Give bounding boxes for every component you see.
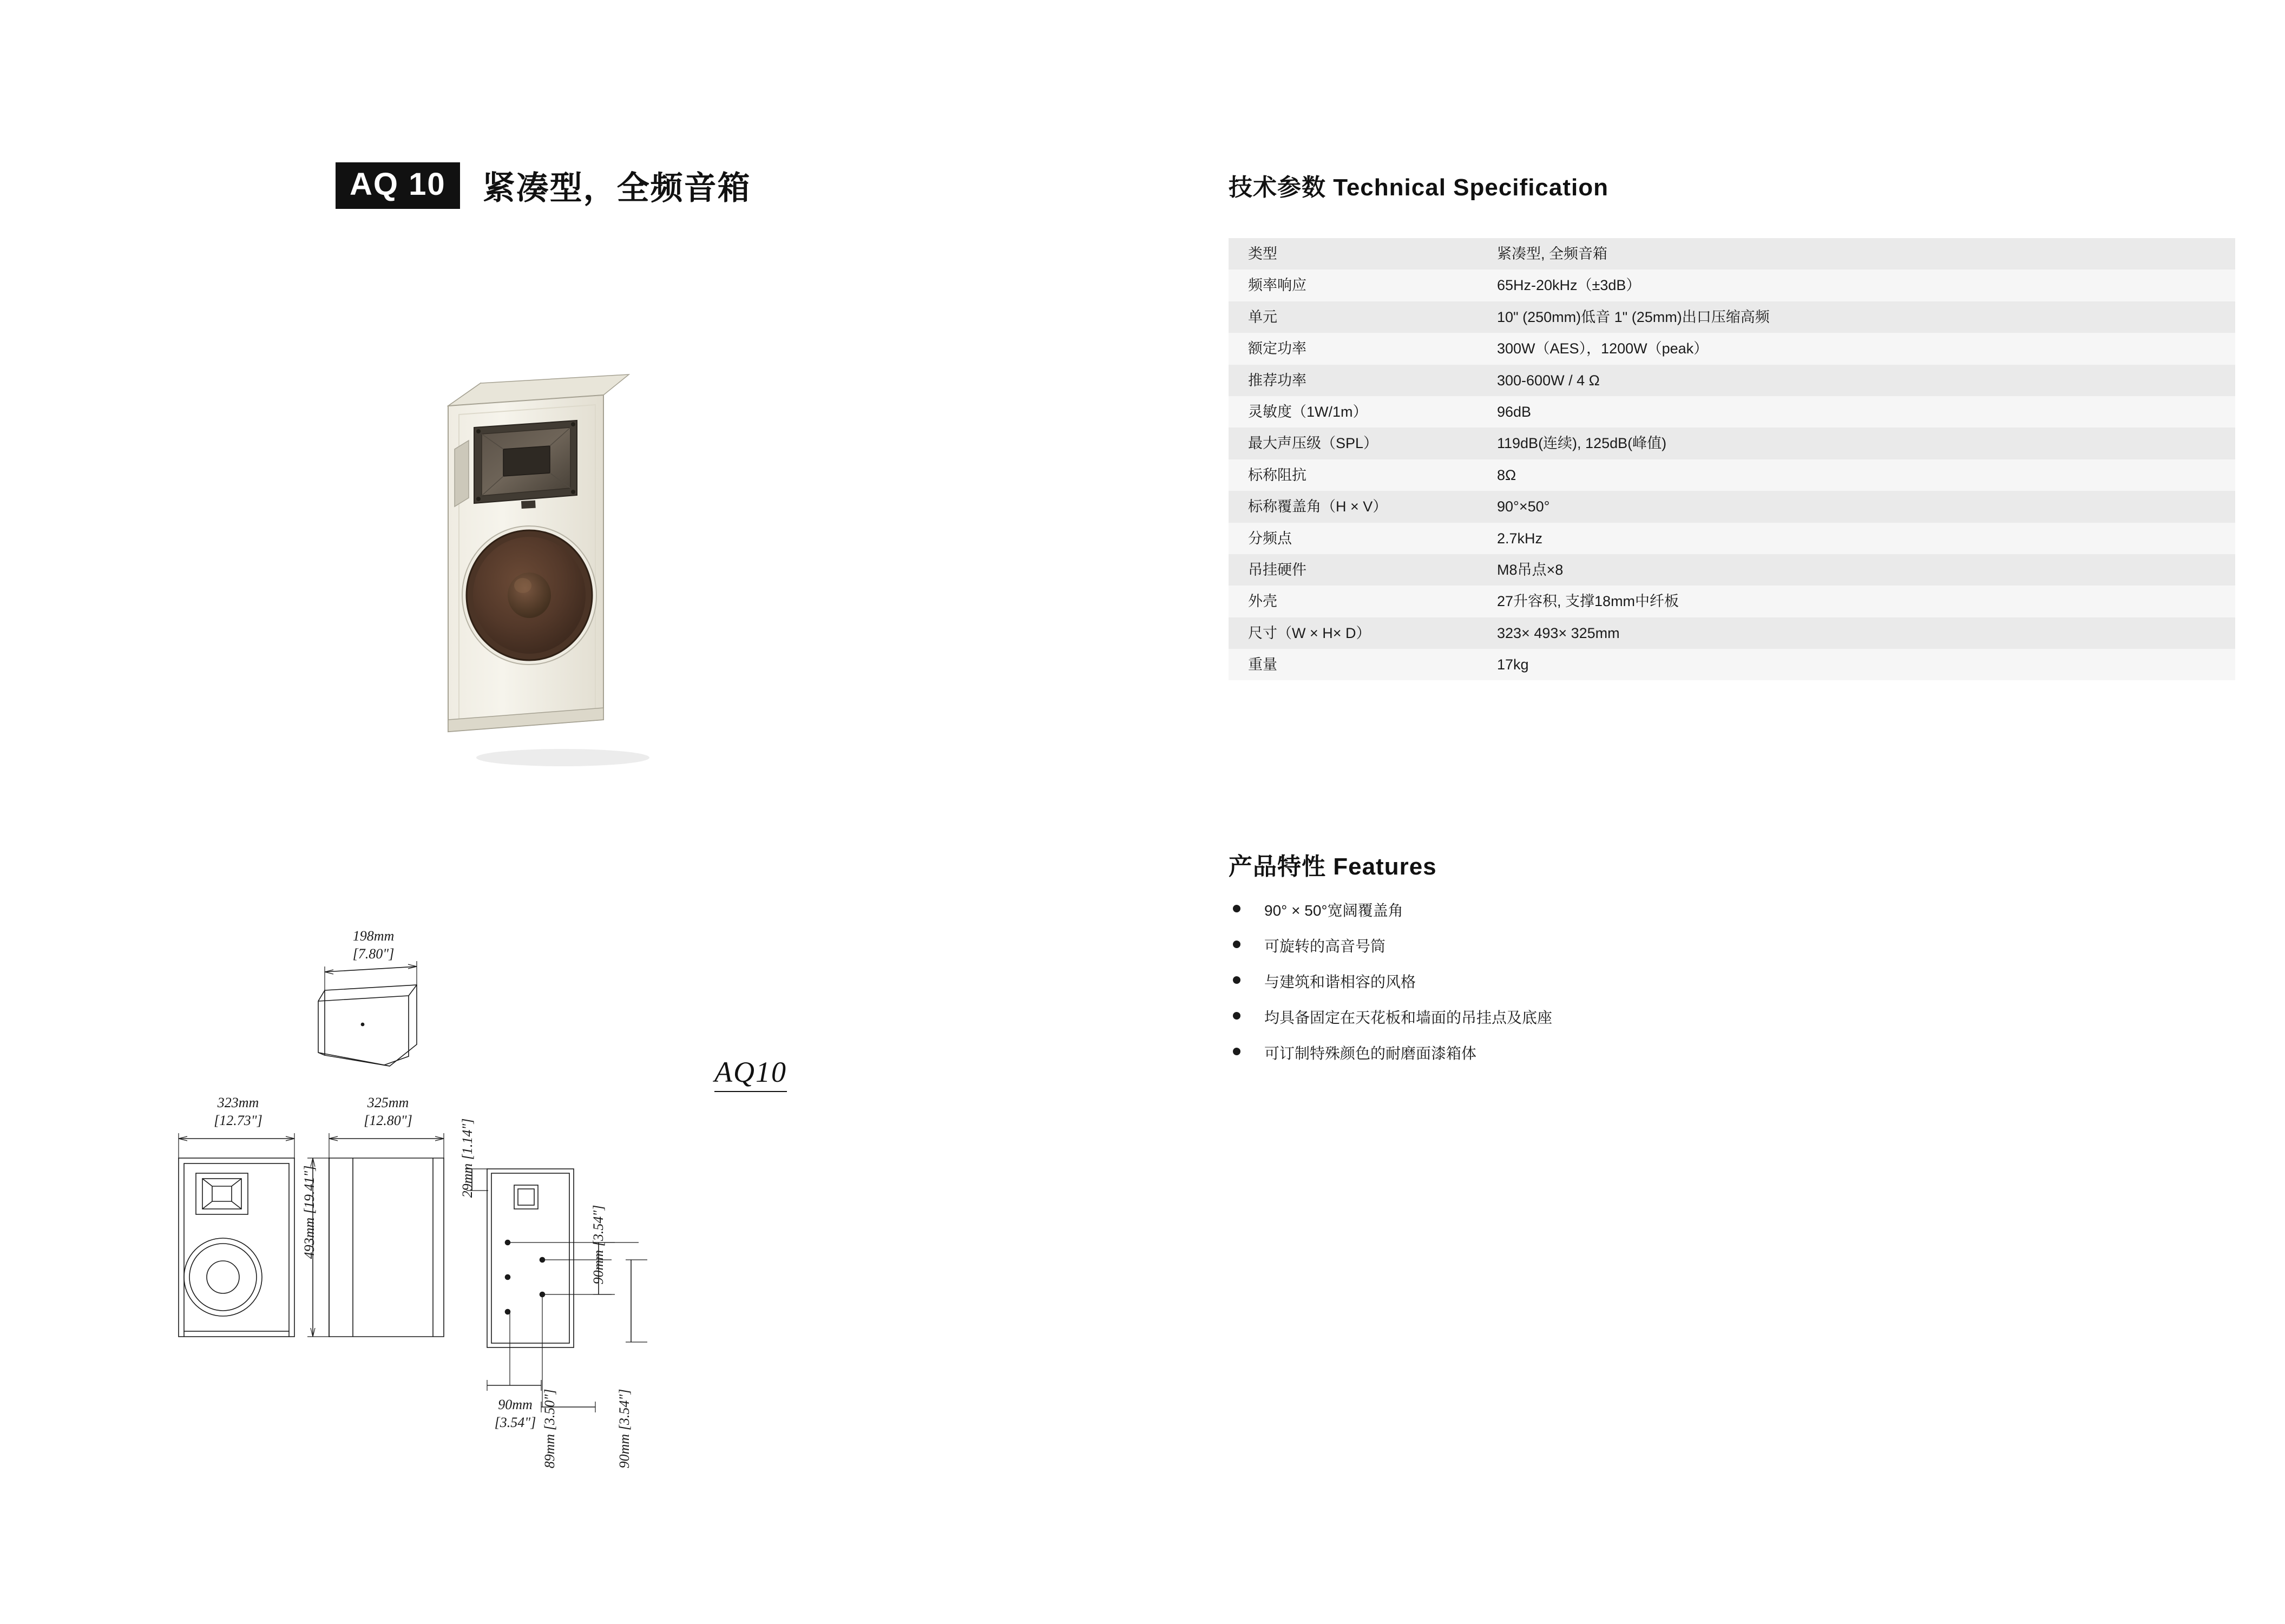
dim-rear-bottom-right: 90mm [3.54"] <box>616 1389 632 1469</box>
dim-front-width: 323mm [12.73"] <box>214 1095 262 1128</box>
feature-text: 90° × 50°宽阔覆盖角 <box>1264 902 1403 919</box>
side-view-drawing <box>307 1133 444 1337</box>
spec-value: 2.7kHz <box>1475 523 2235 554</box>
bullet-icon <box>1233 1012 1240 1020</box>
spec-value: 紧凑型, 全频音箱 <box>1475 238 2235 269</box>
spec-key: 类型 <box>1229 238 1475 269</box>
front-view-drawing <box>179 1133 294 1337</box>
spec-key: 额定功率 <box>1229 333 1475 364</box>
table-row <box>1229 617 2235 649</box>
list-item <box>1229 1008 2040 1027</box>
spec-key: 灵敏度（1W/1m） <box>1229 396 1475 428</box>
spec-value: 27升容积, 支撑18mm中纤板 <box>1475 586 2235 617</box>
dim-rear-bottom-mid: 89mm [3.50"] <box>542 1389 557 1469</box>
spec-key: 标称阻抗 <box>1229 459 1475 491</box>
dim-rear-right-upper: 90mm [3.54"] <box>590 1205 606 1285</box>
spec-key: 吊挂硬件 <box>1229 554 1475 586</box>
spec-key: 推荐功率 <box>1229 365 1475 396</box>
spec-key: 重量 <box>1229 649 1475 680</box>
feature-text: 与建筑和谐相容的风格 <box>1264 974 1416 990</box>
spec-value: 8Ω <box>1475 459 2235 491</box>
dim-top-width: 198mm [7.80"] <box>352 928 395 962</box>
table-row <box>1229 396 2235 428</box>
table-row <box>1229 365 2235 396</box>
speaker-product-photo <box>417 341 709 779</box>
spec-value: 300-600W / 4 Ω <box>1475 365 2235 396</box>
features-section-heading: 产品特性 Features <box>1229 853 1437 880</box>
dim-rear-bottom-left: 90mm [3.54"] <box>494 1397 536 1430</box>
table-row <box>1229 333 2235 364</box>
technical-drawings <box>162 920 1050 1542</box>
spec-value: M8吊点×8 <box>1475 554 2235 586</box>
table-row <box>1229 649 2235 680</box>
features-list <box>1229 901 2040 1080</box>
right-column <box>1212 0 2285 1624</box>
list-item <box>1229 972 2040 991</box>
spec-key: 最大声压级（SPL） <box>1229 428 1475 459</box>
spec-value: 90°×50° <box>1475 491 2235 522</box>
feature-text: 可旋转的高音号筒 <box>1264 938 1386 955</box>
spec-value: 10" (250mm)低音 1" (25mm)出口压缩高频 <box>1475 301 2235 333</box>
spec-key: 分频点 <box>1229 523 1475 554</box>
table-row <box>1229 301 2235 333</box>
spec-key: 外壳 <box>1229 586 1475 617</box>
bullet-icon <box>1233 976 1240 984</box>
bullet-icon <box>1233 905 1240 912</box>
table-row <box>1229 269 2235 301</box>
table-row <box>1229 459 2235 491</box>
dim-side-depth: 325mm [12.80"] <box>364 1095 412 1128</box>
drawing-model-label: AQ10 <box>714 1055 787 1092</box>
model-badge: AQ 10 <box>336 162 460 209</box>
table-row <box>1229 586 2235 617</box>
table-row <box>1229 523 2235 554</box>
top-view-drawing <box>318 961 417 1066</box>
table-row <box>1229 554 2235 586</box>
spec-value: 119dB(连续), 125dB(峰值) <box>1475 428 2235 459</box>
bullet-icon <box>1233 1048 1240 1055</box>
list-item <box>1229 901 2040 920</box>
list-item <box>1229 1044 2040 1063</box>
table-row <box>1229 238 2235 269</box>
table-row <box>1229 491 2235 522</box>
page-title: 紧凑型，全频音箱 <box>482 170 751 206</box>
spec-value: 96dB <box>1475 396 2235 428</box>
bullet-icon <box>1233 941 1240 948</box>
spec-section-heading: 技术参数 Technical Specification <box>1229 174 1608 201</box>
product-title-row <box>336 162 751 209</box>
spec-key: 尺寸（W × H× D） <box>1229 617 1475 649</box>
spec-value: 65Hz-20kHz（±3dB） <box>1475 269 2235 301</box>
list-item <box>1229 937 2040 956</box>
spec-value: 17kg <box>1475 649 2235 680</box>
spec-value: 323× 493× 325mm <box>1475 617 2235 649</box>
feature-text: 可订制特殊颜色的耐磨面漆箱体 <box>1264 1045 1477 1062</box>
specification-table <box>1229 238 2235 680</box>
table-row <box>1229 428 2235 459</box>
spec-key: 标称覆盖角（H × V） <box>1229 491 1475 522</box>
feature-text: 均具备固定在天花板和墙面的吊挂点及底座 <box>1264 1009 1553 1026</box>
dim-height: 493mm [19.41"] <box>301 1165 317 1259</box>
spec-key: 单元 <box>1229 301 1475 333</box>
dim-rear-top-offset: 29mm [1.14"] <box>459 1118 475 1198</box>
spec-value: 300W（AES），1200W（peak） <box>1475 333 2235 364</box>
spec-key: 频率响应 <box>1229 269 1475 301</box>
